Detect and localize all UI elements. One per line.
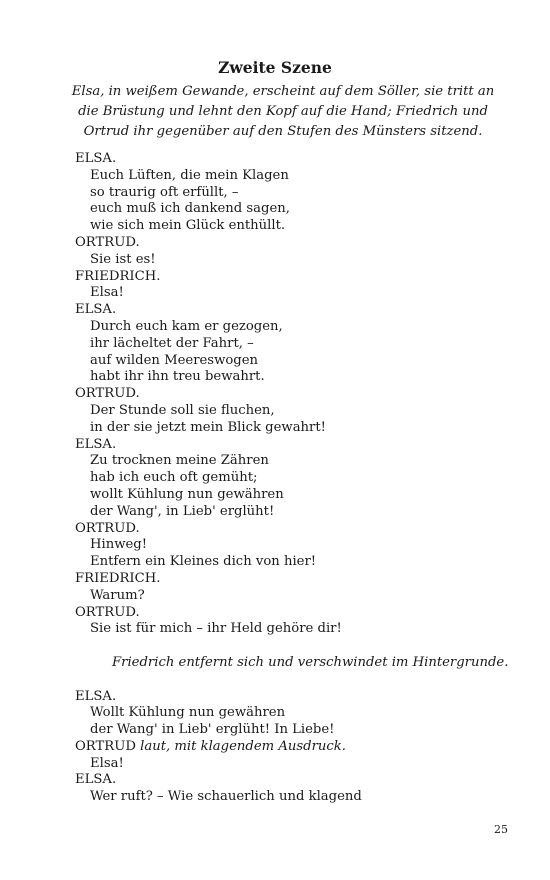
verse-line: ihr lächeltet der Fahrt, – [90,335,254,351]
speaker-name: ELSA. [75,302,117,318]
speaker-name: ELSA. [75,772,117,788]
verse-line: der Wang' in Lieb' erglüht! In Liebe! [90,722,335,738]
verse-line: wollt Kühlung nun gewähren [90,486,284,502]
opening-stage-direction: Elsa, in weißem Gewande, erscheint auf dem Söller, sie tritt an die Brüstung und lehnt den Kopf auf die Hand; Friedrich und Ortrud ihr gegenüber auf den Stufen des Münsters sitzend. [71,84,495,139]
verse-line: Der Stunde soll sie fluchen, [90,402,275,418]
verse-line: Entfern ein Kleines dich von hier! [90,554,317,570]
blank-line [75,638,515,655]
dialogue [75,151,515,806]
page-number: 25 [494,823,508,836]
inline-stage-direction: laut, mit klagendem Ausdruck. [140,738,346,754]
speaker-name: ORTRUD. [75,604,140,620]
verse-line: Warum? [90,587,145,603]
verse-line: habt ihr ihn treu bewahrt. [90,369,265,385]
verse-line: hab ich euch oft gemüht; [90,470,258,486]
verse-line: Elsa! [90,285,124,301]
verse-line: in der sie jetzt mein Blick gewahrt! [90,419,326,435]
verse-line: euch muß ich dankend sagen, [90,201,290,217]
speaker-name: FRIEDRICH. [75,570,161,586]
speaker-name: ORTRUD [75,738,136,754]
verse-line: Sie ist für mich – ihr Held gehöre dir! [90,621,342,637]
verse-line: wie sich mein Glück enthüllt. [90,218,286,234]
speaker-name: FRIEDRICH. [75,268,161,284]
verse-line: Euch Lüften, die mein Klagen [90,167,289,183]
verse-line: so traurig oft erfüllt, – [90,184,239,200]
speaker-name: ELSA. [75,688,117,704]
mid-stage-direction: Friedrich entfernt sich und verschwindet im Hintergrunde. [112,654,509,670]
verse-line: der Wang', in Lieb' erglüht! [90,503,275,519]
speaker-name: ELSA. [75,436,117,452]
verse-line: Zu trocknen meine Zähren [90,453,269,469]
blank-line [75,672,515,689]
scene-title: Zweite Szene [218,58,332,77]
speaker-name: ORTRUD. [75,520,140,536]
verse-line: Elsa! [90,755,124,771]
verse-line: Hinweg! [90,537,148,553]
verse-line: Durch euch kam er gezogen, [90,318,283,334]
verse-line: Wollt Kühlung nun gewähren [90,705,286,721]
speaker-name: ORTRUD. [75,386,140,402]
verse-line: Sie ist es! [90,251,156,267]
verse-line: Wer ruft? – Wie schauerlich und klagend [90,789,362,805]
verse-line: auf wilden Meereswogen [90,352,259,368]
speaker-name: ELSA. [75,151,117,166]
speaker-with-direction [75,739,515,756]
speaker-name: ORTRUD. [75,234,140,250]
